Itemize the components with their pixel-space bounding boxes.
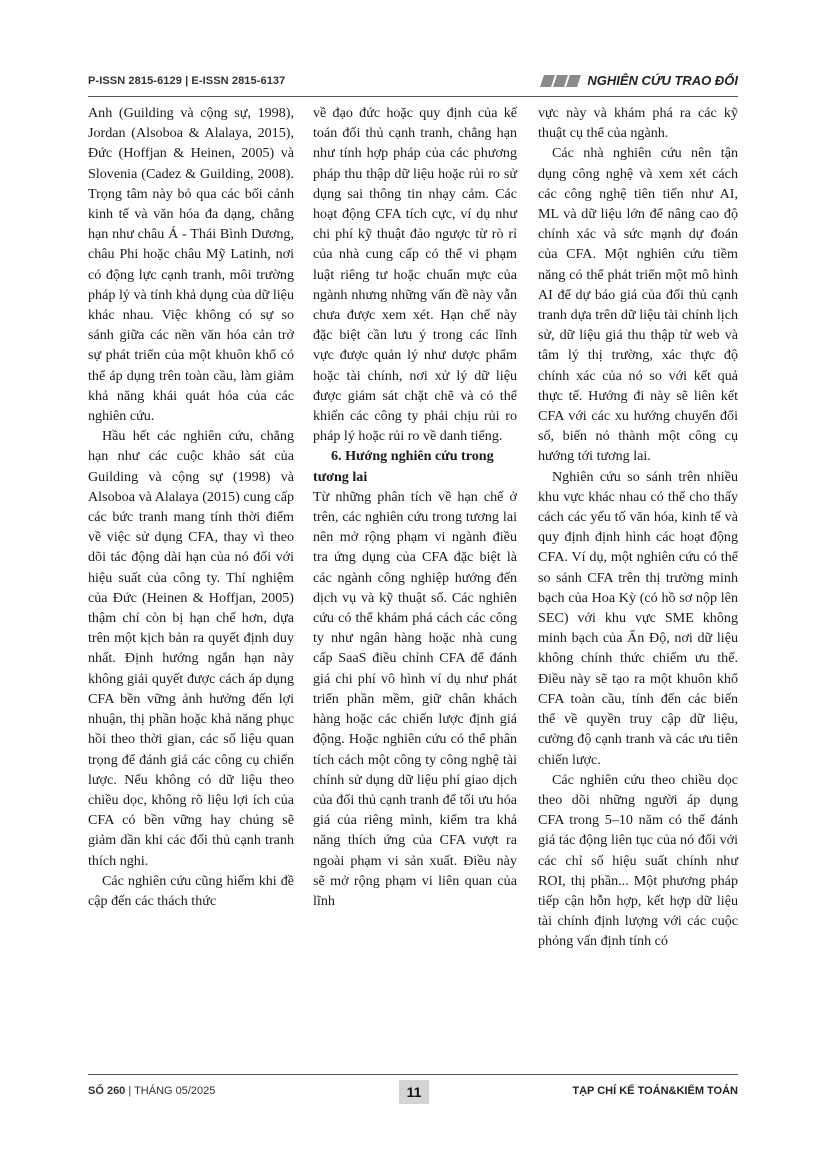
- running-footer: [88, 1080, 738, 1104]
- section-label: [542, 73, 738, 88]
- column-3: [538, 103, 738, 952]
- column-1: [88, 103, 294, 911]
- section-heading: 6. Hướng nghiên cứu trong tương lai: [313, 448, 494, 485]
- paragraph: Anh (Guilding và cộng sự, 1998), Jordan (Alsoboa & Alalaya, 2015), Đức (Hoffjan & Heinen, 2005) và Slovenia (Cadez & Guilding, 2008). Trọng tâm này bỏ qua các bối cảnh kinh tế và văn hóa đa dạng, chẳng hạn như châu Á - Thái Bình Dương, châu Phi hoặc châu Mỹ Latinh, nơi có động lực cạnh tranh, môi trường pháp lý và tính khả dụng của dữ liệu khác nhau. Việc không có sự so sánh giữa các nền văn hóa cản trở sự phát triển của một khuôn khổ có thể áp dụng trên toàn cầu, làm giảm khả năng khái quát hóa của các nghiên cứu.: [88, 105, 294, 425]
- paragraph: Các nghiên cứu cũng hiếm khi đề cập đến các thách thức: [88, 872, 294, 909]
- decorative-bars-icon: [542, 75, 581, 87]
- issn-label: P-ISSN 2815-6129 | E-ISSN 2815-6137: [88, 75, 286, 87]
- page-number: 11: [399, 1080, 429, 1104]
- paragraph: về đạo đức hoặc quy định của kế toán đối thủ cạnh tranh, chẳng hạn như tính hợp pháp của các phương pháp thu thập dữ liệu hoặc rủi ro sử dụng sai thông tin nhạy cảm. Các hoạt động CFA tích cực, ví dụ như chi phí kỹ thuật đảo ngược từ rò rỉ của nhà cung cấp có thể vi phạm luật riêng tư hoặc chuẩn mực của ngành nhưng những vấn đề này vẫn chưa được xem xét. Hạn chế này đặc biệt cần lưu ý trong các lĩnh vực được quản lý như dược phẩm hoặc tài chính, nơi xử lý dữ liệu được giám sát chặt chẽ và có thể khiến các công ty phải chịu rủi ro pháp lý hoặc rủi ro về danh tiếng.: [313, 105, 517, 445]
- issue-month: | THÁNG 05/2025: [125, 1085, 216, 1097]
- issue-label: [88, 1085, 215, 1097]
- running-header: [88, 74, 738, 90]
- section-title: NGHIÊN CỨU TRAO ĐỔI: [587, 73, 738, 88]
- paragraph: vực này và khám phá ra các kỹ thuật cụ thể của ngành.: [538, 105, 738, 142]
- header-rule: [88, 96, 738, 97]
- paragraph: Hầu hết các nghiên cứu, chẳng hạn như các cuộc khảo sát của Guilding và cộng sự (1998) và Alsoboa và Alalaya (2015) cung cấp các bức tranh mang tính thời điểm về việc sử dụng CFA, thay vì theo dõi tác động dài hạn của nó đối với hiệu suất của công ty. Thí nghiệm của Đức (Heinen & Hoffjan, 2005) thậm chí còn bị hạn chế hơn, dựa trên một kịch bản ra quyết định duy nhất. Định hướng ngắn hạn này không giải quyết được cách áp dụng CFA bền vững ảnh hưởng đến lợi nhuận, thị phần hoặc khả năng phục hồi theo thời gian, các số liệu quan trọng để đánh giá các công cụ chiến lược. Nếu không có dữ liệu theo chiều dọc, không rõ liệu lợi ích của CFA có bền vững hay chúng sẽ giảm dần khi các đối thủ cạnh tranh thích nghi.: [88, 428, 294, 869]
- paragraph: Nghiên cứu so sánh trên nhiều khu vực khác nhau có thể cho thấy cách các yếu tố văn hóa, kinh tế và quy định định hình các hoạt động CFA. Ví dụ, một nghiên cứu có thể so sánh CFA trên thị trường minh bạch của Hoa Kỳ (có hồ sơ nộp lên SEC) với khu vực SME không minh bạch của Ấn Độ, nơi dữ liệu không chính thức chiếm ưu thế. Điều này sẽ tạo ra một khuôn khổ CFA toàn cầu, tính đến các biến thể về quyền truy cập dữ liệu, cường độ cạnh tranh và các ưu tiên chiến lược.: [538, 468, 738, 768]
- paragraph: Từ những phân tích về hạn chế ở trên, các nghiên cứu trong tương lai nên mở rộng phạm vi ngành điều tra ứng dụng của CFA đặc biệt là các ngành công nghiệp hướng đến dịch vụ và kỹ thuật số. Các nghiên cứu có thể khám phá cách các công ty như ngân hàng hoặc nhà cung cấp SaaS điều chỉnh CFA để đánh giá chi phí vô hình ví dụ như phát triển phần mềm, giữ chân khách hàng hoặc các chiến lược định giá động. Hoặc nghiên cứu có thể phân tích cách một công ty công nghệ tài chính sử dụng dữ liệu phí giao dịch của đối thủ cạnh tranh để tối ưu hóa giá của riêng mình, kiểm tra khả năng thích ứng của CFA vượt ra ngoài phạm vi sản xuất. Điều này sẽ mở rộng phạm vi liên quan của lĩnh: [313, 488, 517, 909]
- issue-number: SỐ 260: [88, 1085, 126, 1097]
- paragraph: Các nhà nghiên cứu nên tận dụng công nghệ và xem xét cách các công nghệ tiên tiến như AI, ML và dữ liệu lớn để nâng cao độ chính xác và sức mạnh dự đoán của CFA. Một nghiên cứu tiềm năng có thể phát triển một mô hình AI để dự báo giá của đối thủ cạnh tranh dựa trên dữ liệu tài chính lịch sử, dữ liệu giá thu thập từ web và tâm lý thị trường, xác thực độ chính xác của nó so với kết quả thực tế. Hướng đi này sẽ liên kết CFA với các xu hướng chuyển đổi số, biến nó thành một công cụ hướng tới tương lai.: [538, 145, 738, 465]
- paragraph: Các nghiên cứu theo chiều dọc theo dõi những người áp dụng CFA trong 5–10 năm có thể đánh giá tác động liên tục của nó đối với các chỉ số hiệu suất chính như ROI, thị phần... Một phương pháp tiếp cận hỗn hợp, kết hợp dữ liệu tài chính định lượng với các cuộc phỏng vấn định tính có: [538, 771, 738, 950]
- footer-rule: [88, 1074, 738, 1075]
- journal-name: TẠP CHÍ KẾ TOÁN&KIỂM TOÁN: [572, 1085, 738, 1097]
- column-2: [313, 103, 517, 911]
